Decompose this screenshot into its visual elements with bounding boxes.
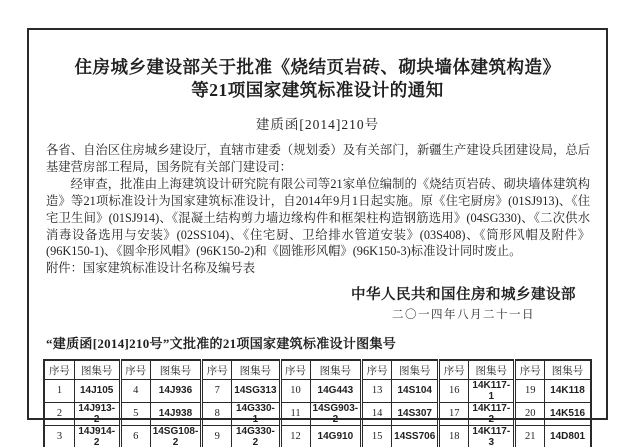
serial-number-cell: 18: [439, 425, 469, 447]
approval-paragraph: 经审查，批准由上海建筑设计研究院有限公司等21家单位编制的《烧结页岩砖、砌块墙体建筑构造》等21项标准设计为国家建筑标准设计，自2014年9月1日起实施。原《住宅厨房》(01SJ913)、《住宅卫生间》(01SJ914)、《混凝土结构剪力墙边缘构件和框架柱构造钢筋选用》(04SG330)、《二次供水消毒设备选用与安装》(02SS104)、《住宅厨、卫给排水管道安装》(03S408)、《筒形风帽及附件》(96K150-1)、《圆伞形风帽》(96K150-2)和《圆锥形风帽》(96K150-3)标准设计同时废止。: [46, 176, 590, 259]
serial-number-cell: 7: [202, 379, 232, 402]
atlas-code-cell: 14K118: [545, 379, 591, 402]
header-cell-serial: 序号: [44, 360, 74, 379]
serial-number-cell: 10: [280, 379, 310, 402]
serial-number-cell: 11: [280, 402, 310, 425]
serial-number-cell: 17: [439, 402, 469, 425]
serial-number-cell: 19: [515, 379, 545, 402]
header-cell-serial: 序号: [362, 360, 392, 379]
notice-title: [29, 56, 606, 102]
header-cell-atlas-code: 图集号: [310, 360, 362, 379]
serial-number-cell: 14: [362, 402, 392, 425]
notice-title-line1: 住房城乡建设部关于批准《烧结页岩砖、砌块墙体建筑构造》: [74, 57, 561, 77]
serial-number-cell: 21: [515, 425, 545, 447]
atlas-code-cell: 14SG108-2: [150, 425, 202, 447]
salutation-paragraph: 各省、自治区住房城乡建设厅，直辖市建委（规划委）及有关部门，新疆生产建设兵团建设局，总后基建营房部工程局，国务院有关部门建设司：: [46, 143, 590, 174]
header-cell-atlas-code: 图集号: [150, 360, 202, 379]
table-row: [44, 379, 591, 402]
atlas-code-cell: 14G443: [310, 379, 362, 402]
header-cell-serial: 序号: [439, 360, 469, 379]
atlas-code-cell: 14J936: [150, 379, 202, 402]
header-cell-atlas-code: 图集号: [232, 360, 280, 379]
serial-number-cell: 8: [202, 402, 232, 425]
serial-number-cell: 2: [44, 402, 74, 425]
atlas-code-cell: 14J938: [150, 402, 202, 425]
atlas-code-cell: 14K117-3: [469, 425, 515, 447]
issuing-organization: 中华人民共和国住房和城乡建设部: [351, 287, 576, 304]
atlas-table: [43, 359, 592, 447]
issue-date: 二〇一四年八月二十一日: [392, 309, 535, 322]
atlas-code-cell: 14K117-2: [469, 402, 515, 425]
document-number: 建质函[2014]210号: [255, 117, 380, 132]
serial-number-cell: 6: [120, 425, 150, 447]
serial-number-cell: 9: [202, 425, 232, 447]
atlas-code-cell: 14SS706: [392, 425, 439, 447]
notice-body: [46, 142, 590, 277]
serial-number-cell: 20: [515, 402, 545, 425]
header-cell-atlas-code: 图集号: [545, 360, 591, 379]
atlas-code-cell: 14G330-1: [232, 402, 280, 425]
header-cell-atlas-code: 图集号: [74, 360, 120, 379]
atlas-code-cell: 14J105: [74, 379, 120, 402]
atlas-code-cell: 14SG313: [232, 379, 280, 402]
atlas-code-cell: 14G330-2: [232, 425, 280, 447]
serial-number-cell: 12: [280, 425, 310, 447]
table-caption: “建质函[2014]210号”文批准的21项国家建筑标准设计图集号: [46, 336, 397, 352]
atlas-code-cell: 14K117-1: [469, 379, 515, 402]
serial-number-cell: 1: [44, 379, 74, 402]
header-cell-serial: 序号: [202, 360, 232, 379]
notice-title-line2: 等21项国家建筑标准设计的通知: [191, 80, 444, 100]
table-header-row: [44, 360, 591, 379]
serial-number-cell: 15: [362, 425, 392, 447]
atlas-code-cell: 14J914-2: [74, 425, 120, 447]
serial-number-cell: 16: [439, 379, 469, 402]
atlas-code-cell: 14SG903-2: [310, 402, 362, 425]
atlas-code-cell: 14G910: [310, 425, 362, 447]
serial-number-cell: 4: [120, 379, 150, 402]
signature-block: [351, 283, 576, 322]
header-cell-serial: 序号: [280, 360, 310, 379]
table-row: [44, 402, 591, 425]
header-cell-serial: 序号: [120, 360, 150, 379]
serial-number-cell: 5: [120, 402, 150, 425]
atlas-code-cell: 14S307: [392, 402, 439, 425]
header-cell-serial: 序号: [515, 360, 545, 379]
atlas-code-cell: 14S104: [392, 379, 439, 402]
page-border-frame: [27, 28, 608, 447]
header-cell-atlas-code: 图集号: [392, 360, 439, 379]
atlas-code-cell: 14K516: [545, 402, 591, 425]
serial-number-cell: 13: [362, 379, 392, 402]
table-row: [44, 425, 591, 447]
serial-number-cell: 3: [44, 425, 74, 447]
atlas-code-cell: 14D801: [545, 425, 591, 447]
attachment-line: 附件：国家建筑标准设计名称及编号表: [46, 261, 256, 276]
atlas-code-cell: 14J913-2: [74, 402, 120, 425]
header-cell-atlas-code: 图集号: [469, 360, 515, 379]
